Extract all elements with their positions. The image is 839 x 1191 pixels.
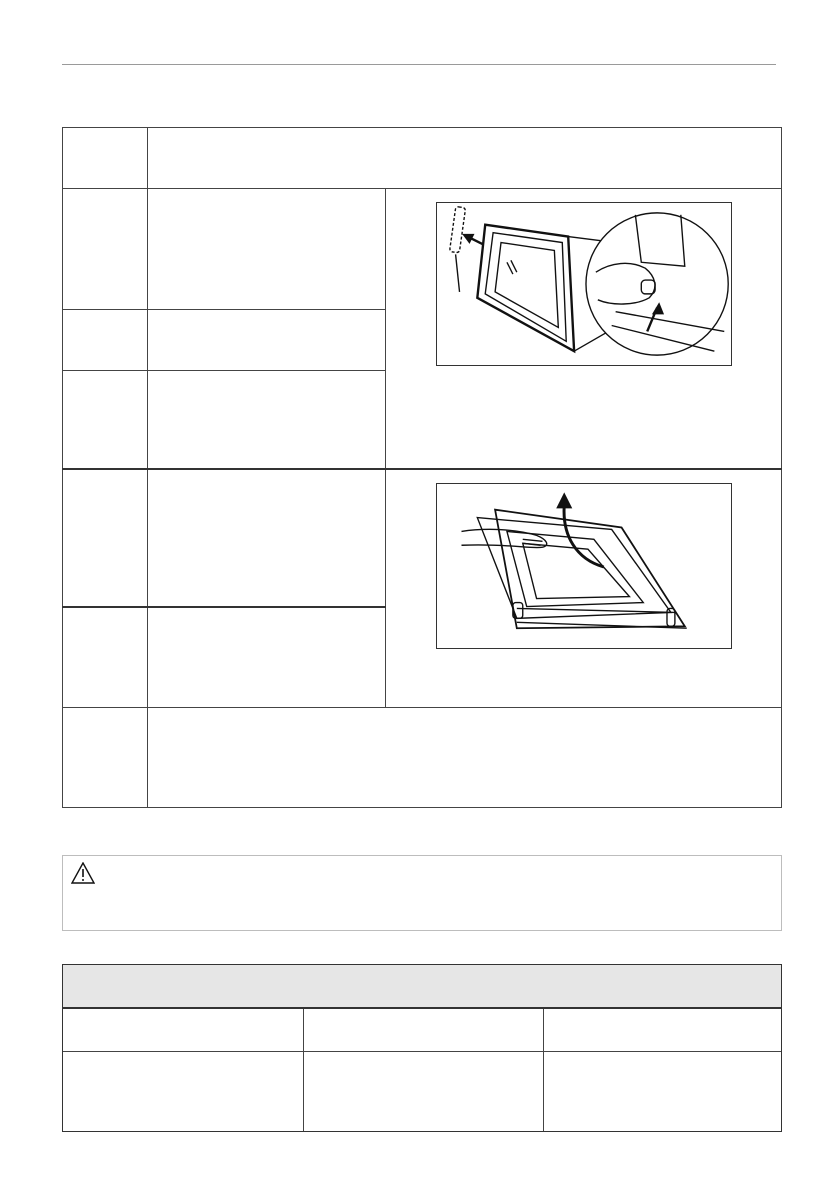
info-table — [62, 964, 782, 1132]
row-divider — [62, 309, 386, 310]
row-divider — [62, 707, 782, 708]
door-glass-figure — [436, 202, 732, 366]
row-divider — [62, 188, 782, 189]
info-table-column-divider — [303, 1009, 304, 1131]
row-divider — [62, 606, 386, 608]
info-table-header — [63, 965, 781, 1009]
row-divider — [62, 468, 782, 470]
door-glass-lift-illustration — [437, 203, 731, 365]
warning-triangle-icon — [71, 862, 95, 884]
text-image-divider — [385, 188, 386, 708]
info-table-column-divider — [543, 1009, 544, 1131]
door-panel-lift-illustration — [437, 484, 731, 648]
steps-table — [62, 127, 782, 808]
row-divider — [62, 370, 386, 371]
info-table-row-divider — [63, 1051, 781, 1052]
page-header-rule — [62, 64, 776, 65]
door-panel-figure — [436, 483, 732, 649]
warning-box — [62, 855, 782, 931]
